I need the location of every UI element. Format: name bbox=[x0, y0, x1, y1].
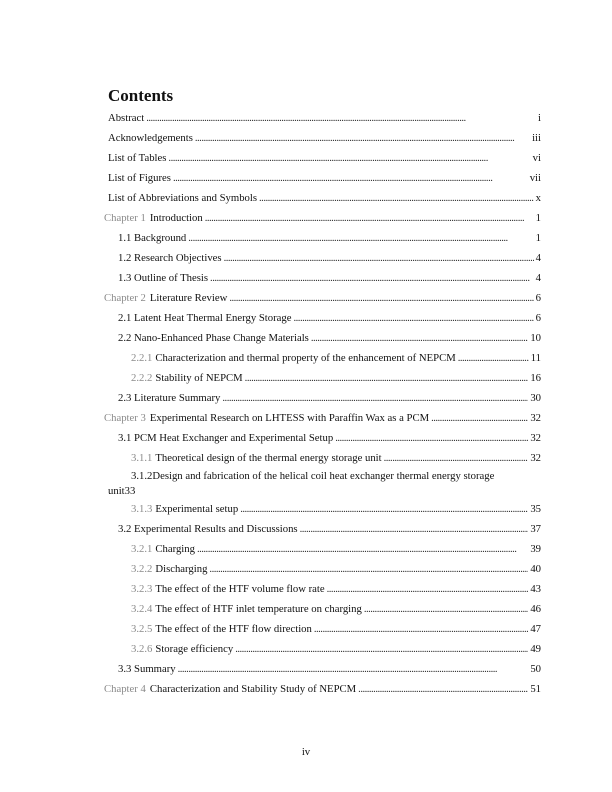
toc-entry[interactable] bbox=[131, 561, 541, 577]
toc-entry[interactable] bbox=[131, 541, 541, 557]
toc-entry-page: 43 bbox=[530, 583, 541, 595]
toc-entry[interactable] bbox=[118, 661, 541, 677]
toc-entry-title: Characterization and thermal property of the enhancement of NEPCM bbox=[155, 352, 456, 364]
contents-heading: Contents bbox=[108, 86, 174, 105]
toc-entry-number: Chapter 2 bbox=[104, 292, 146, 304]
toc-entry-page: 4 bbox=[535, 252, 541, 264]
toc-entry[interactable] bbox=[131, 350, 541, 366]
dot-leader bbox=[205, 210, 534, 226]
dot-leader bbox=[210, 270, 534, 286]
toc-entry-page: 49 bbox=[530, 643, 541, 655]
toc-entry-page: 32 bbox=[530, 452, 541, 464]
dot-leader bbox=[314, 621, 528, 637]
toc-entry-title: List of Figures bbox=[108, 172, 171, 184]
toc-entry-page: iii bbox=[532, 132, 541, 144]
toc-entry[interactable] bbox=[118, 250, 541, 266]
toc-entry-page: 10 bbox=[530, 332, 541, 344]
toc-entry-number: 3.2.3 bbox=[131, 583, 153, 595]
toc-entry-number: 3.2.4 bbox=[131, 603, 153, 615]
dot-leader bbox=[178, 661, 529, 677]
toc-chapter-entry[interactable] bbox=[104, 681, 541, 697]
toc-entry-title: The effect of the HTF flow direction bbox=[155, 623, 312, 635]
dot-leader bbox=[327, 581, 529, 597]
toc-entry-page: 11 bbox=[530, 352, 541, 364]
toc-entry-title: 3.1 PCM Heat Exchanger and Experimental Setup bbox=[118, 432, 334, 444]
toc-entry-title: 2.2 Nano-Enhanced Phase Change Materials bbox=[118, 332, 309, 344]
toc-entry-number: Chapter 3 bbox=[104, 412, 146, 424]
dot-leader bbox=[168, 150, 530, 166]
toc-entry[interactable] bbox=[118, 310, 541, 326]
toc-entry-number: 3.1.1 bbox=[131, 452, 153, 464]
toc-entry-number: Chapter 4 bbox=[104, 683, 146, 695]
toc-entry-title: 1.1 Background bbox=[118, 232, 187, 244]
toc-entry[interactable] bbox=[131, 501, 541, 517]
toc-entry-page: 50 bbox=[530, 663, 541, 675]
toc-entry[interactable] bbox=[131, 621, 541, 637]
toc-entry-page: vi bbox=[532, 152, 541, 164]
dot-leader bbox=[311, 330, 528, 346]
toc-entry-title: Introduction bbox=[149, 212, 203, 224]
page-number: iv bbox=[301, 746, 311, 758]
toc-entry-title-continuation: unit bbox=[108, 485, 125, 497]
toc-entry-title: Storage efficiency bbox=[155, 643, 234, 655]
toc-entry-page: 39 bbox=[530, 543, 541, 555]
toc-entry[interactable] bbox=[108, 130, 541, 146]
toc-entry-title: Stability of NEPCM bbox=[155, 372, 243, 384]
toc-entry-number: 3.2.2 bbox=[131, 563, 153, 575]
dot-leader bbox=[173, 170, 528, 186]
toc-entry-number: Chapter 1 bbox=[104, 212, 146, 224]
toc-entry-number: 3.2.1 bbox=[131, 543, 153, 555]
dot-leader bbox=[209, 561, 528, 577]
toc-entry-page: 30 bbox=[530, 392, 541, 404]
toc-entry-page: 47 bbox=[530, 623, 541, 635]
toc-entry-title: Discharging bbox=[155, 563, 208, 575]
toc-entry[interactable] bbox=[118, 430, 541, 446]
toc-entry-page: 1 bbox=[535, 232, 541, 244]
toc-entry-page: i bbox=[538, 112, 541, 124]
toc-entry-title: Design and fabrication of the helical coil heat exchanger thermal energy storage bbox=[152, 470, 495, 482]
dot-leader bbox=[146, 110, 536, 126]
toc-entry-page: 32 bbox=[530, 432, 541, 444]
toc-entry-title: Charging bbox=[155, 543, 195, 555]
toc-entry-title: 2.1 Latent Heat Thermal Energy Storage bbox=[118, 312, 292, 324]
dot-leader bbox=[229, 290, 533, 306]
dot-leader bbox=[222, 390, 528, 406]
toc-entry-page: 37 bbox=[530, 523, 541, 535]
toc-entry[interactable] bbox=[118, 230, 541, 246]
toc-entry-page: 4 bbox=[535, 272, 541, 284]
toc-entry-page: 1 bbox=[535, 212, 541, 224]
toc-entry-page: vii bbox=[529, 172, 541, 184]
toc-chapter-entry[interactable] bbox=[104, 210, 541, 226]
toc-entry[interactable] bbox=[108, 110, 541, 126]
dot-leader bbox=[294, 310, 534, 326]
toc-entry-title: List of Tables bbox=[108, 152, 167, 164]
toc-entry[interactable] bbox=[108, 190, 541, 206]
dot-leader bbox=[384, 450, 529, 466]
toc-entry-page: 35 bbox=[530, 503, 541, 515]
toc-entry-title: Theoretical design of the thermal energy storage unit bbox=[155, 452, 382, 464]
toc-entry[interactable] bbox=[118, 390, 541, 406]
toc-entry-page: 51 bbox=[530, 683, 541, 695]
toc-entry[interactable] bbox=[118, 521, 541, 537]
toc-entry-title: 2.3 Literature Summary bbox=[118, 392, 221, 404]
toc-entry-page: 6 bbox=[535, 312, 541, 324]
toc-chapter-entry[interactable] bbox=[104, 410, 541, 426]
toc-entry[interactable] bbox=[131, 641, 541, 657]
toc-entry[interactable] bbox=[131, 601, 541, 617]
dot-leader bbox=[245, 370, 529, 386]
dot-leader bbox=[431, 410, 528, 426]
toc-entry[interactable] bbox=[118, 330, 541, 346]
dot-leader bbox=[259, 190, 534, 206]
toc-entry-title: The effect of the HTF volume flow rate bbox=[155, 583, 325, 595]
toc-entry-page: 6 bbox=[535, 292, 541, 304]
toc-entry-number: 3.1.3 bbox=[131, 503, 153, 515]
dot-leader bbox=[195, 130, 530, 146]
toc-entry-number: 3.1.2 bbox=[131, 470, 153, 482]
toc-entry-page: 46 bbox=[530, 603, 541, 615]
toc-entry-title: 1.2 Research Objectives bbox=[118, 252, 222, 264]
toc-entry-title: 1.3 Outline of Thesis bbox=[118, 272, 209, 284]
dot-leader bbox=[188, 230, 533, 246]
dot-leader bbox=[235, 641, 528, 657]
toc-entry-title: Abstract bbox=[108, 112, 145, 124]
toc-entry-page: 32 bbox=[530, 412, 541, 424]
dot-leader bbox=[335, 430, 528, 446]
toc-entry-title: Experimental Research on LHTESS with Paraffin Wax as a PCM bbox=[149, 412, 430, 424]
dot-leader bbox=[224, 250, 534, 266]
toc-entry-page: 33 bbox=[124, 485, 136, 497]
toc-entry[interactable] bbox=[108, 170, 541, 186]
dot-leader bbox=[197, 541, 528, 557]
toc-entry-title: 3.2 Experimental Results and Discussions bbox=[118, 523, 298, 535]
toc-entry[interactable] bbox=[131, 581, 541, 597]
toc-entry-title: The effect of HTF inlet temperature on charging bbox=[155, 603, 362, 615]
toc-entry-title: Acknowledgements bbox=[108, 132, 193, 144]
toc-entry[interactable] bbox=[131, 450, 541, 466]
toc-entry-number: 2.2.1 bbox=[131, 352, 153, 364]
toc-entry-title: 3.3 Summary bbox=[118, 663, 176, 675]
toc-entry[interactable] bbox=[108, 469, 541, 499]
toc-entry-title: Characterization and Stability Study of NEPCM bbox=[149, 683, 357, 695]
toc-entry-title: Literature Review bbox=[149, 292, 228, 304]
toc-entry[interactable] bbox=[108, 150, 541, 166]
dot-leader bbox=[458, 350, 529, 366]
dot-leader bbox=[358, 681, 528, 697]
toc-entry-title: Experimental setup bbox=[155, 503, 239, 515]
toc-entry-page: 40 bbox=[530, 563, 541, 575]
toc-chapter-entry[interactable] bbox=[104, 290, 541, 306]
toc-entry-number: 2.2.2 bbox=[131, 372, 153, 384]
toc-entry-title: List of Abbreviations and Symbols bbox=[108, 192, 258, 204]
toc-entry[interactable] bbox=[118, 270, 541, 286]
dot-leader bbox=[240, 501, 528, 517]
toc-entry-page: 16 bbox=[530, 372, 541, 384]
toc-entry-number: 3.2.5 bbox=[131, 623, 153, 635]
toc-entry-page: x bbox=[535, 192, 541, 204]
dot-leader bbox=[300, 521, 529, 537]
toc-entry-number: 3.2.6 bbox=[131, 643, 153, 655]
toc-entry[interactable] bbox=[131, 370, 541, 386]
dot-leader bbox=[364, 601, 528, 617]
